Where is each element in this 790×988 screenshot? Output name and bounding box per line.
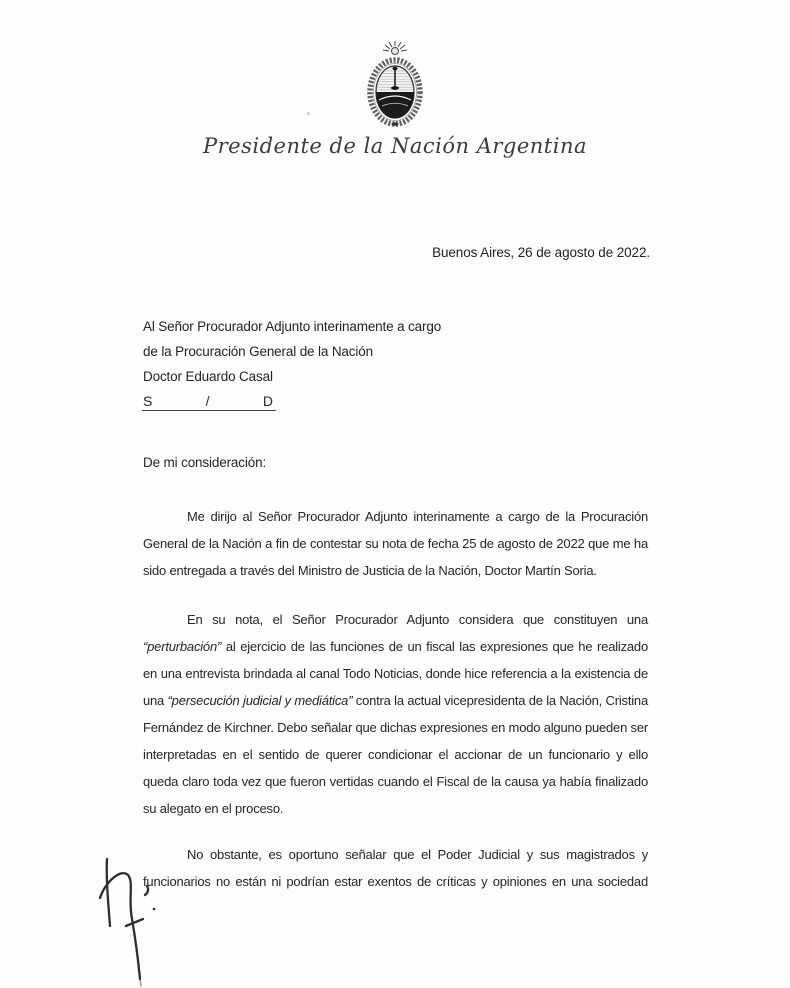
sd-left: S <box>143 393 153 409</box>
paragraph <box>143 503 648 584</box>
recipient-line: Doctor Eduardo Casal <box>143 369 273 384</box>
body-text: al ejercicio de las funciones de un fiscal las expresiones que he realizado en una entrevista brindada al canal Todo Noticias, donde hice referencia a la existencia de una <box>143 639 648 708</box>
recipient-block <box>143 314 441 389</box>
paragraph <box>143 606 648 822</box>
quoted-italic-text: “perturbación” <box>143 639 222 654</box>
body-text: En su nota, el Señor Procurador Adjunto considera que constituyen una <box>187 612 648 627</box>
date-line: Buenos Aires, 26 de agosto de 2022. <box>432 245 650 260</box>
letterhead-title: Presidente de la Nación Argentina <box>203 134 587 158</box>
quoted-italic-text: “persecución judicial y mediática” <box>167 693 353 708</box>
handwritten-scribble <box>90 852 180 988</box>
sd-separator: / <box>205 393 210 409</box>
recipient-line: de la Procuración General de la Nación <box>143 344 373 359</box>
recipient-line: Al Señor Procurador Adjunto interinamente a cargo <box>143 319 442 334</box>
body-text: No obstante, es oportuno señalar que el Poder Judicial y sus magistrados y funcionarios no están ni podrían estar exentos de críticas y opiniones en una sociedad <box>143 847 648 889</box>
body-text: contra la actual vicepresidenta de la Nación, Cristina Fernández de Kirchner. Debo señalar que dichas expresiones en modo alguno pueden ser interpretadas en el sentido de querer condicionar el accionar de un funcionario y ello queda claro toda vez que fueron vertidas cuando el Fiscal de la causa ya había finalizado su alegato en el proceso. <box>143 693 648 816</box>
sd-line <box>142 390 276 411</box>
argentina-coat-of-arms-icon <box>360 40 430 132</box>
sd-right: D <box>262 393 273 409</box>
scan-speck <box>307 112 310 115</box>
body-text: Me dirijo al Señor Procurador Adjunto interinamente a cargo de la Procuración General de la Nación a fin de contestar su nota de fecha 25 de agosto de 2022 que me ha sido entregada a través del Ministro de Justicia de la Nación, Doctor Martín Soria. <box>143 509 648 578</box>
salutation: De mi consideración: <box>143 455 267 470</box>
paragraph <box>143 841 648 895</box>
